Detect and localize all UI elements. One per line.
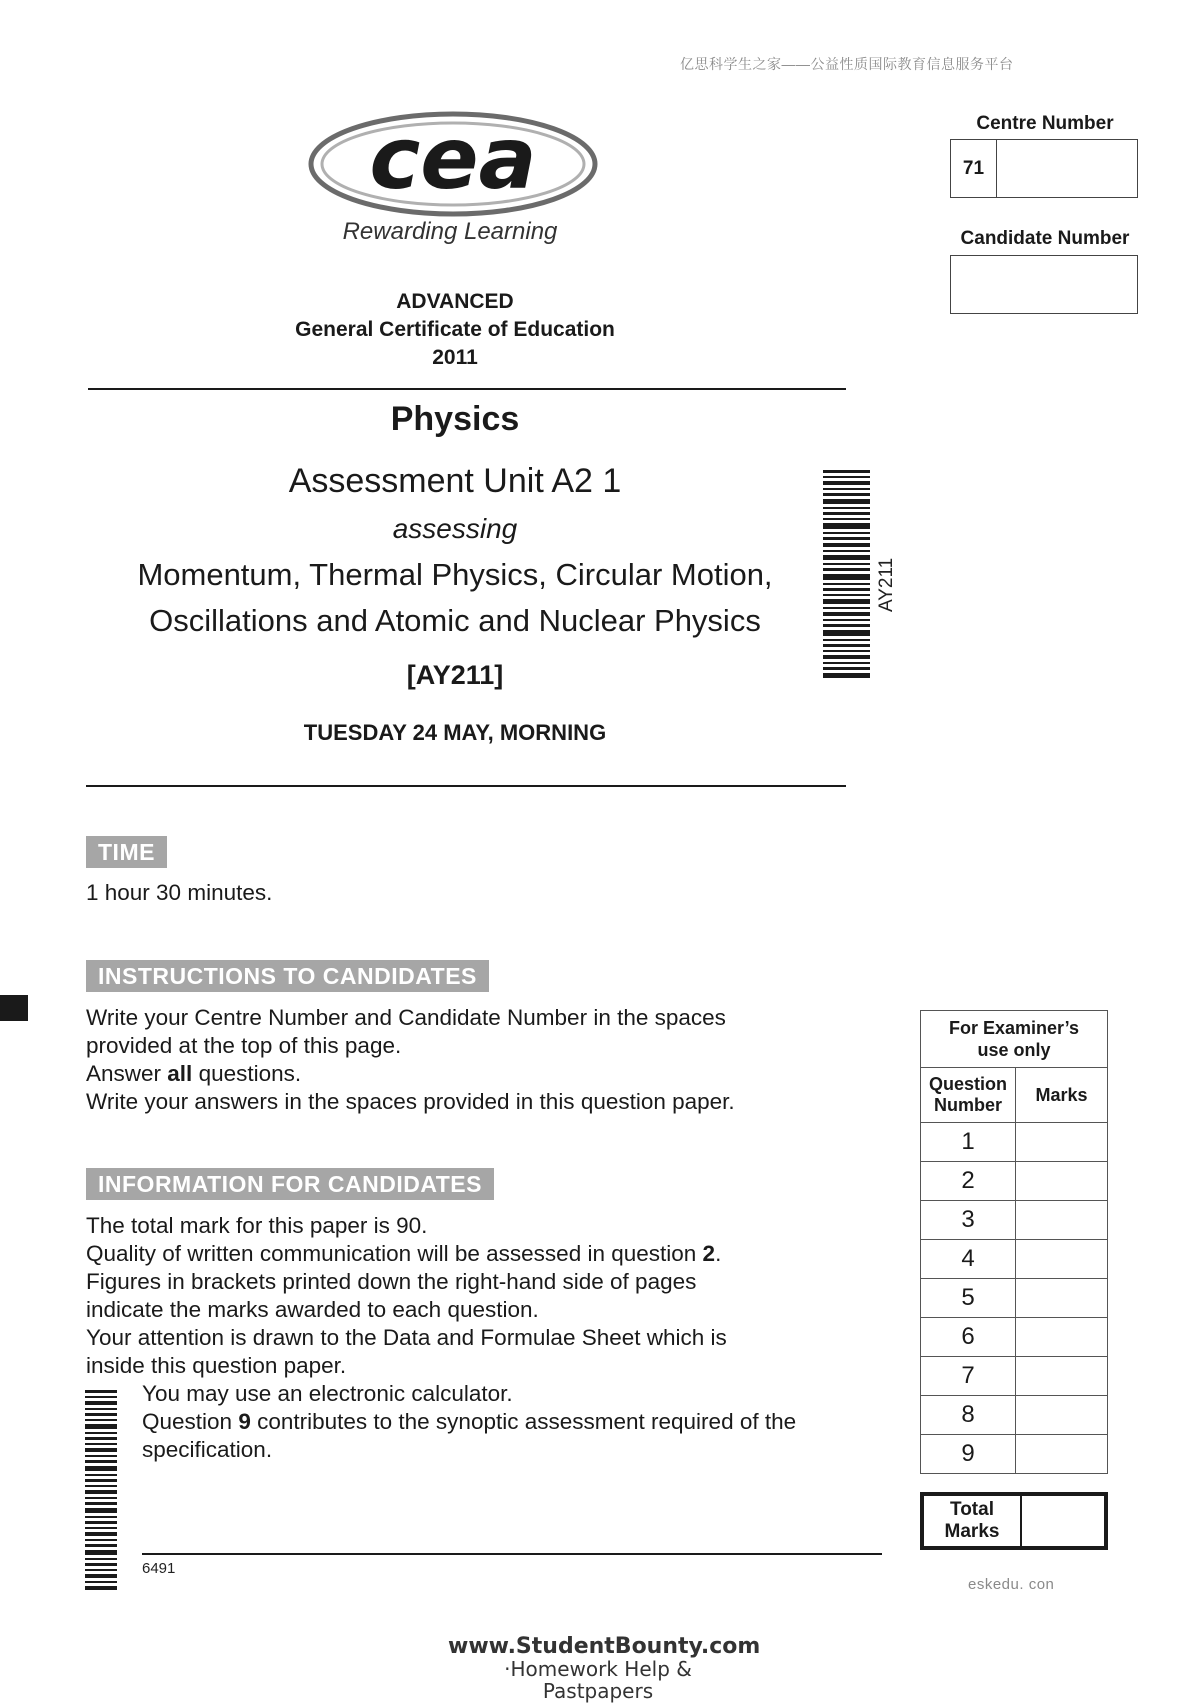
question-number-header: Question Number [921,1068,1016,1123]
cea-logo [305,108,605,228]
level-text: ADVANCED [396,290,514,313]
centre-number-prefix: 71 [951,140,997,197]
paper-code: [AY211] [406,660,504,690]
question-row [921,1123,1108,1162]
information-line: Your attention is drawn to the Data and Formulae Sheet which is [86,1325,727,1350]
footer-brand-tagline: ·Homework Help & Pastpapers [504,1657,692,1703]
examiner-table-title: For Examiner’s use only [921,1011,1108,1068]
instructions-line: provided at the top of this page. [86,1033,402,1058]
qualification-text: General Certificate of Education [295,318,615,341]
question-marks-cell[interactable] [1016,1396,1108,1435]
time-text: 1 hour 30 minutes. [86,880,273,905]
question-number: 7 [921,1357,1016,1396]
information-line: Figures in brackets printed down the right-hand side of pages [86,1269,697,1294]
exam-date: TUESDAY 24 MAY, MORNING [303,720,607,745]
instructions-heading: INSTRUCTIONS TO CANDIDATES [86,960,489,992]
information-body-indented [142,1380,796,1464]
question-marks-cell[interactable] [1016,1279,1108,1318]
question-number: 1 [921,1123,1016,1162]
question-number: 4 [921,1240,1016,1279]
question-row [921,1279,1108,1318]
logo-tagline: Rewarding Learning [342,218,558,245]
topics-line-2: Oscillations and Atomic and Nuclear Physics [149,603,761,638]
unit-title: Assessment Unit A2 1 [288,462,622,500]
logo-text: cea [369,109,537,209]
total-marks-table [920,1492,1108,1550]
question-row [921,1357,1108,1396]
barcode-label: AY211 [876,557,897,612]
barcode-icon [823,470,870,678]
question-row [921,1396,1108,1435]
question-marks-cell[interactable] [1016,1201,1108,1240]
question-marks-cell[interactable] [1016,1240,1108,1279]
question-number: 2 [921,1162,1016,1201]
centre-number-label: Centre Number [976,113,1114,134]
information-heading: INFORMATION FOR CANDIDATES [86,1168,494,1200]
footer-brand [448,1634,761,1703]
examiner-marks-table [920,1010,1108,1474]
assessing-text: assessing [392,513,518,544]
top-divider [88,388,846,390]
marks-header: Marks [1016,1068,1108,1123]
question-number: 5 [921,1279,1016,1318]
topics-text [85,552,825,644]
information-line: Quality of written communication will be assessed in question 2. [86,1241,722,1266]
question-row [921,1435,1108,1474]
information-line: specification. [142,1437,273,1462]
question-marks-cell[interactable] [1016,1162,1108,1201]
small-barcode-icon [85,1390,117,1590]
total-marks-label: Total Marks [922,1494,1021,1548]
centre-number-box[interactable] [950,139,1138,198]
information-line: The total mark for this paper is 90. [86,1213,428,1238]
question-marks-cell[interactable] [1016,1123,1108,1162]
question-row [921,1162,1108,1201]
footer-brand-url: www.StudentBounty.com [448,1634,761,1659]
question-row [921,1318,1108,1357]
question-number: 9 [921,1435,1016,1474]
bottom-divider [86,785,846,787]
instructions-line: Answer all questions. [86,1061,302,1086]
question-number: 6 [921,1318,1016,1357]
question-row [921,1201,1108,1240]
information-line: You may use an electronic calculator. [142,1381,513,1406]
instructions-line: Write your Centre Number and Candidate Number in the spaces [86,1005,726,1030]
question-number: 3 [921,1201,1016,1240]
page-code: 6491 [142,1560,176,1577]
total-marks-cell[interactable] [1021,1494,1106,1548]
information-line: Question 9 contributes to the synoptic assessment required of the [142,1409,797,1434]
instructions-body [86,1004,735,1116]
information-line: inside this question paper. [86,1353,347,1378]
year-text: 2011 [432,346,478,369]
information-body [86,1212,727,1380]
instructions-line: Write your answers in the spaces provided in this question paper. [86,1089,735,1114]
watermark-top-text: 亿思科学生之家——公益性质国际教育信息服务平台 [680,56,1014,72]
page-edge-mark [0,995,28,1021]
question-number: 8 [921,1396,1016,1435]
information-line: indicate the marks awarded to each question. [86,1297,539,1322]
time-heading: TIME [86,836,167,868]
question-row [921,1240,1108,1279]
footer-divider [142,1553,882,1555]
question-marks-cell[interactable] [1016,1435,1108,1474]
candidate-number-box[interactable] [950,255,1138,314]
candidate-number-label: Candidate Number [960,228,1130,249]
topics-line-1: Momentum, Thermal Physics, Circular Motion, [137,557,773,592]
qualification-heading [85,288,825,372]
question-marks-cell[interactable] [1016,1318,1108,1357]
question-marks-cell[interactable] [1016,1357,1108,1396]
subject-title: Physics [390,400,520,438]
site-watermark: eskedu. con [968,1576,1055,1593]
